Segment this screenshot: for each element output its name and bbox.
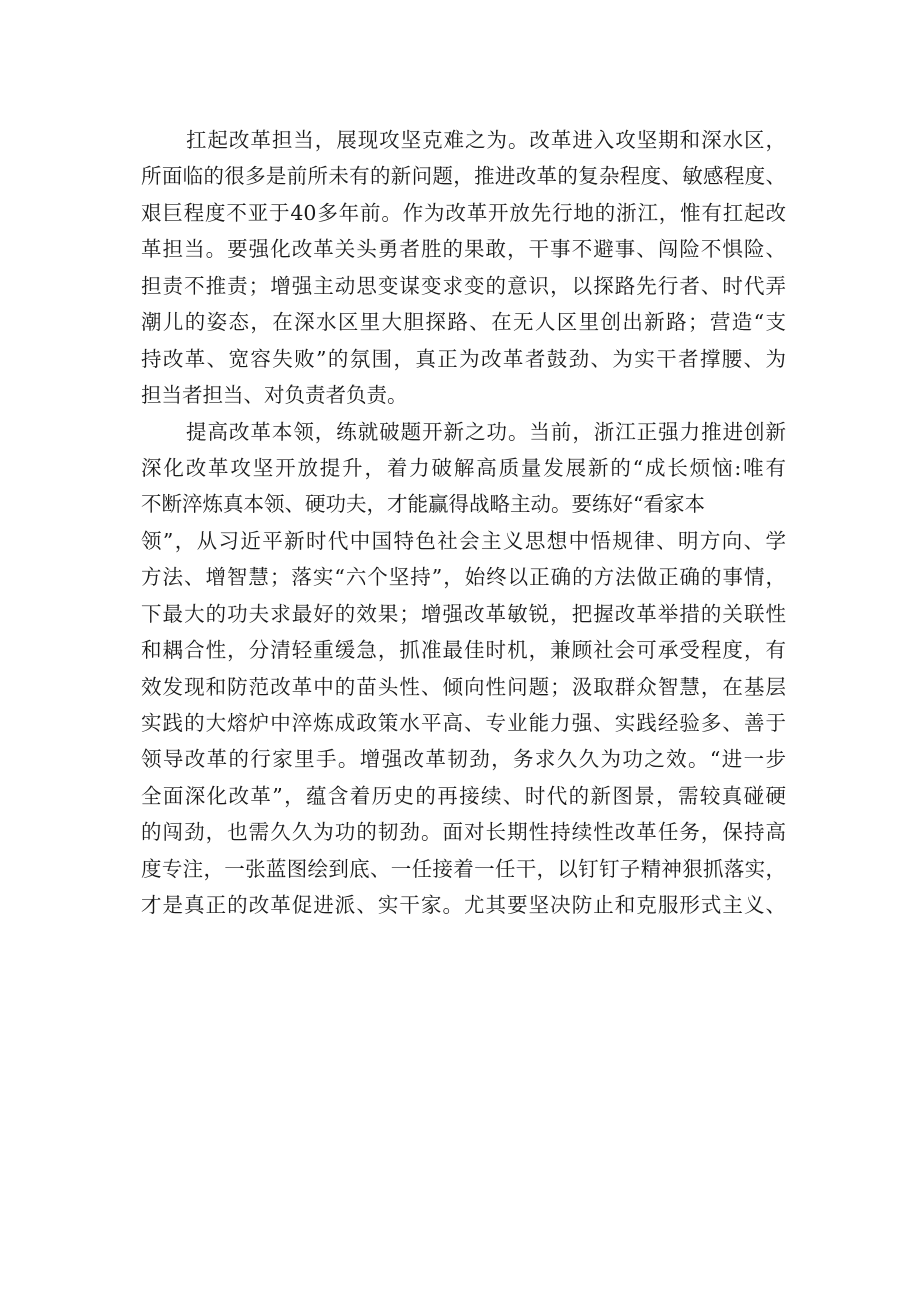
paragraph-2-line-14: 才是真正的改革促进派、实干家。尤其要坚决防止和克服形式主义、 bbox=[141, 893, 786, 918]
paragraph-1-line-6: 潮儿的姿态，在深水区里大胆探路、在无人区里创出新路；营造“支 bbox=[141, 310, 786, 335]
paragraph-1-line-8: 担当者担当、对负责者负责。 bbox=[141, 383, 408, 408]
paragraph-1-line-4: 革担当。要强化改革关头勇者胜的果敢，干事不避事、闯险不惧险、 bbox=[141, 237, 786, 262]
paragraph-1-line-5: 担责不推责；增强主动思变谋变求变的意识，以探路先行者、时代弄 bbox=[141, 273, 786, 298]
paragraph-2-line-9: 实践的大熔炉中淬炼成政策水平高、专业能力强、实践经验多、善于 bbox=[141, 711, 786, 735]
paragraph-2-line-7: 和耦合性，分清轻重缓急，抓准最佳时机，兼顾社会可承受程度，有 bbox=[141, 638, 786, 663]
paragraph-2-line-6: 下最大的功夫求最好的效果；增强改革敏锐，把握改革举措的关联性 bbox=[141, 601, 786, 626]
paragraph-1-line-2: 所面临的很多是前所未有的新问题，推进改革的复杂程度、敏感程度、 bbox=[141, 164, 786, 189]
paragraph-1-line-7: 持改革、宽容失败”的氛围，真正为改革者鼓劲、为实干者撑腰、为 bbox=[141, 346, 786, 371]
paragraph-1-line-3: 艰巨程度不亚于40多年前。作为改革开放先行地的浙江，惟有扛起改 bbox=[141, 200, 786, 225]
paragraph-2-line-5: 方法、增智慧；落实“六个坚持”，始终以正确的方法做正确的事情， bbox=[141, 565, 786, 590]
body-text bbox=[141, 122, 786, 924]
paragraph-2-line-4: 领”，从习近平新时代中国特色社会主义思想中悟规律、明方向、学 bbox=[141, 528, 786, 553]
paragraph-1-line-1: 扛起改革担当，展现攻坚克难之为。改革进入攻坚期和深水区， bbox=[186, 128, 786, 152]
paragraph-2-line-12: 的闯劲，也需久久为功的韧劲。面对长期性持续性改革任务，保持高 bbox=[141, 820, 786, 845]
paragraph-2-line-10: 领导改革的行家里手。增强改革韧劲，务求久久为功之效。“进一步 bbox=[141, 747, 786, 772]
paragraph-2-line-3: 不断淬炼真本领、硬功夫，才能赢得战略主动。要练好“看家本 bbox=[141, 492, 705, 517]
paragraph-2-line-2: 深化改革攻坚开放提升，着力破解高质量发展新的“成长烦恼:唯有 bbox=[141, 455, 786, 480]
paragraph-2-line-13: 度专注，一张蓝图绘到底、一任接着一任干，以钉钉子精神狠抓落实， bbox=[141, 856, 786, 881]
paragraph-2-line-8: 效发现和防范改革中的苗头性、倾向性问题；汲取群众智慧，在基层 bbox=[141, 674, 786, 699]
paragraph-2-line-11: 全面深化改革”，蕴含着历史的再接续、时代的新图景，需较真碰硬 bbox=[141, 783, 786, 808]
paragraph-2-line-1: 提高改革本领，练就破题开新之功。当前，浙江正强力推进创新 bbox=[186, 419, 786, 444]
